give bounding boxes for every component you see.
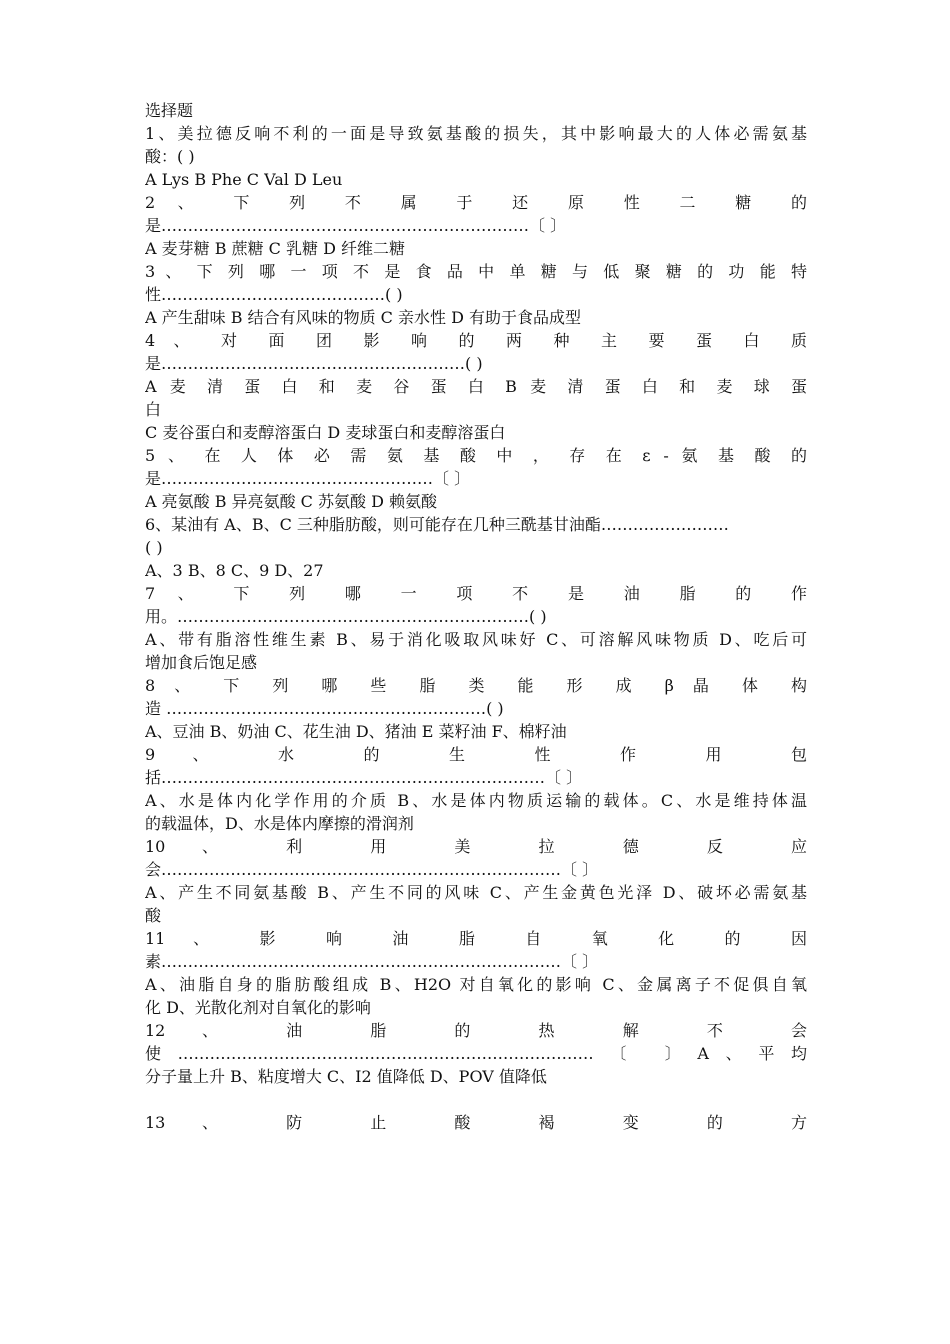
text-line: 是……………………………………………〔 〕 xyxy=(145,469,471,488)
text-line: 8 、 下 列 哪 些 脂 类 能 形 成 β 晶 体 构 xyxy=(145,676,807,695)
text-line: ( ) xyxy=(145,538,163,557)
text-line: 分子量上升 B、粘度增大 C、I2 值降低 D、POV 值降低 xyxy=(145,1067,547,1086)
text-line: A Lys B Phe C Val D Leu xyxy=(145,170,343,189)
question-list xyxy=(145,99,807,1134)
text-line: A 麦芽糖 B 蔗糖 C 乳糖 D 纤维二糖 xyxy=(145,239,405,258)
text-line: A、豆油 B、奶油 C、花生油 D、猪油 E 菜籽油 F、棉籽油 xyxy=(145,722,567,741)
text-line: 造 ……………………………………………………( ) xyxy=(145,699,504,718)
text-line: 7 、 下 列 哪 一 项 不 是 油 脂 的 作 xyxy=(145,584,807,603)
text-line: 13 、 防 止 酸 褐 变 的 方 xyxy=(145,1113,807,1132)
text-line: A 亮氨酸 B 异亮氨酸 C 苏氨酸 D 赖氨酸 xyxy=(145,492,437,511)
text-line: 白 xyxy=(145,400,162,419)
text-line: 5 、 在 人 体 必 需 氨 基 酸 中 ， 存 在 ε - 氨 基 酸 的 xyxy=(145,446,807,465)
text-line: A、油脂自身的脂肪酸组成 B、H2O 对自氧化的影响 C、金属离子不促俱自氧 xyxy=(145,975,807,994)
text-line: 会…………………………………………………………………〔 〕 xyxy=(145,860,599,879)
text-line: A 产生甜味 B 结合有风味的物质 C 亲水性 D 有助于食品成型 xyxy=(145,308,581,327)
text-line: 使……………………………………………………………………〔 〕A、平均 xyxy=(145,1044,807,1063)
text-line: 是…………………………………………………( ) xyxy=(145,354,483,373)
text-line: 选择题 xyxy=(145,101,194,120)
text-line: 11 、 影 响 油 脂 自 氧 化 的 因 xyxy=(145,929,807,948)
text-line: 6、某油有 A、B、C 三种脂肪酸，则可能存在几种三酰基甘油酯…………………… xyxy=(145,515,729,534)
text-line: 4 、 对 面 团 影 响 的 两 种 主 要 蛋 白 质 xyxy=(145,331,807,350)
text-line: 性……………………………………( ) xyxy=(145,285,403,304)
text-line: A、水是体内化学作用的介质 B、水是体内物质运输的载体。C、水是维持体温 xyxy=(145,791,807,810)
text-line: 用。…………………………………………………………( ) xyxy=(145,607,547,626)
text-line: 1、美拉德反响不利的一面是导致氨基酸的损失，其中影响最大的人体必需氨基 xyxy=(145,124,807,143)
text-line: 括………………………………………………………………〔 〕 xyxy=(145,768,583,787)
text-line: 9 、 水 的 生 性 作 用 包 xyxy=(145,745,807,764)
text-line: 10 、 利 用 美 拉 德 反 应 xyxy=(145,837,807,856)
text-line: A、3 B、8 C、9 D、27 xyxy=(145,561,324,580)
text-line: 化 D、光散化剂对自氧化的影响 xyxy=(145,998,371,1017)
text-line: 的载温体，D、水是体内摩擦的滑润剂 xyxy=(145,814,414,833)
text-line: 酸：( ) xyxy=(145,147,195,166)
text-line: C 麦谷蛋白和麦醇溶蛋白 D 麦球蛋白和麦醇溶蛋白 xyxy=(145,423,506,442)
text-line: A 麦 清 蛋 白 和 麦 谷 蛋 白 B 麦 清 蛋 白 和 麦 球 蛋 xyxy=(145,377,807,396)
text-line: 12 、 油 脂 的 热 解 不 会 xyxy=(145,1021,807,1040)
text-line xyxy=(145,1088,807,1111)
text-line: 素…………………………………………………………………〔 〕 xyxy=(145,952,599,971)
text-line: A、产生不同氨基酸 B、产生不同的风味 C、产生金黄色光泽 D、破坏必需氨基 xyxy=(145,883,807,902)
text-line: 增加食后饱足感 xyxy=(145,653,258,672)
text-line: A、带有脂溶性维生素 B、易于消化吸取风味好 C、可溶解风味物质 D、吃后可 xyxy=(145,630,807,649)
text-line: 3 、 下 列 哪 一 项 不 是 食 品 中 单 糖 与 低 聚 糖 的 功 能 特 xyxy=(145,262,807,281)
text-line: 2 、 下 列 不 属 于 还 原 性 二 糖 的 xyxy=(145,193,807,212)
text-line: 酸 xyxy=(145,906,162,925)
text-line: 是……………………………………………………………〔 〕 xyxy=(145,216,567,235)
